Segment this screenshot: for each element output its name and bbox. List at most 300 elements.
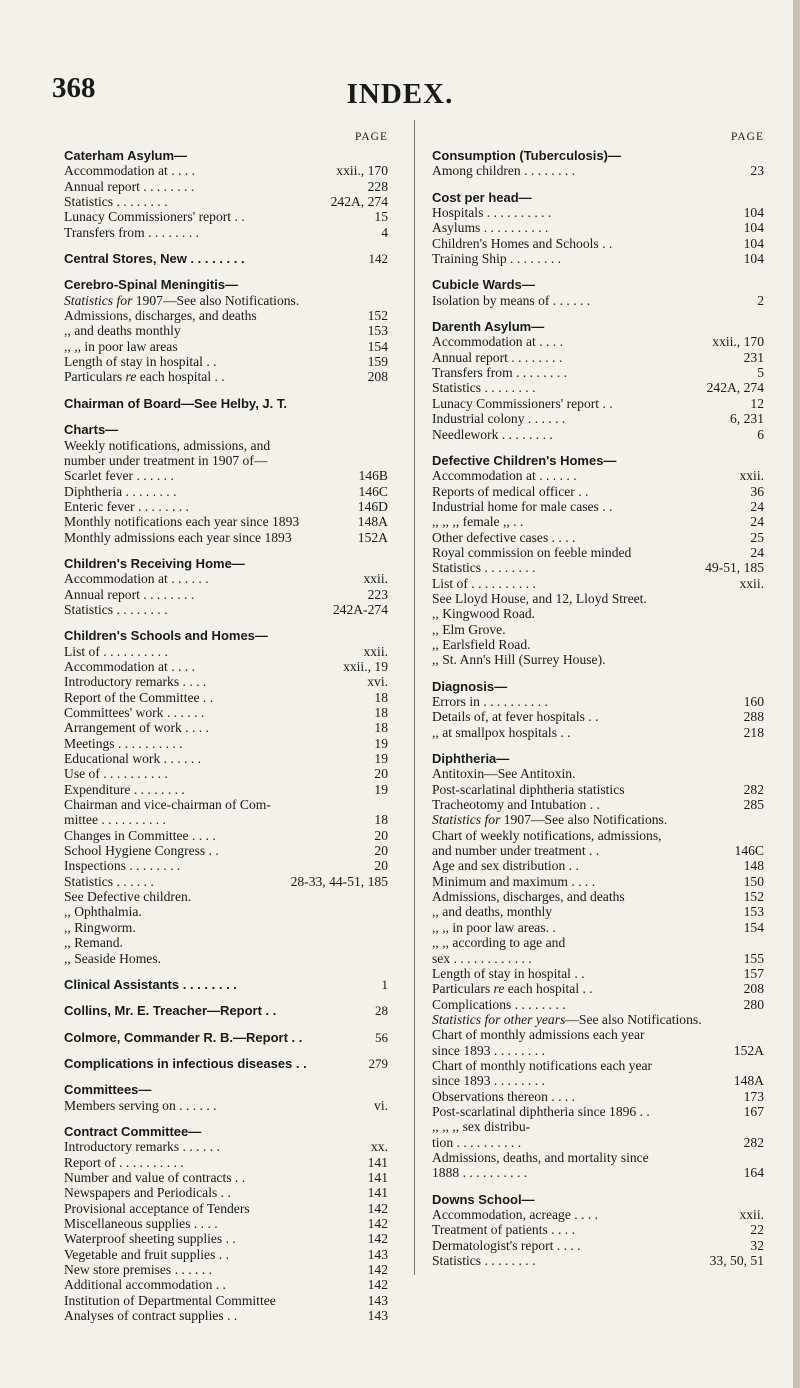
sub-entry-text: Statistics for 1907—See also Notifications. — [432, 812, 668, 828]
index-entry — [64, 422, 388, 545]
sub-entry-text: Arrangement of work . . . . — [64, 720, 209, 736]
sub-entry-page-ref: 19 — [374, 751, 388, 767]
sub-entry-page-ref: xxii., 170 — [712, 334, 764, 350]
sub-entry-page-ref: 150 — [743, 873, 764, 889]
sub-entry-page-ref: 146C — [734, 843, 764, 859]
sub-entry-text: Committees' work . . . . . . — [64, 705, 205, 720]
sub-entry-page-ref: 242A-274 — [332, 601, 388, 617]
sub-entry-page-ref: 33, 50, 51 — [709, 1253, 764, 1269]
entry-heading-text: Committees— — [64, 1082, 152, 1098]
sub-entry-text: Enteric fever . . . . . . . . — [64, 498, 189, 514]
sub-entry-text: mittee . . . . . . . . . . — [64, 812, 166, 828]
sub-entry — [64, 453, 388, 468]
sub-entry-page-ref: 146C — [358, 483, 388, 499]
sub-entry — [432, 1165, 764, 1180]
sub-entry-page-ref: 49-51, 185 — [705, 560, 764, 576]
sub-entry-text: since 1893 . . . . . . . . — [432, 1073, 545, 1089]
index-entry — [64, 277, 388, 384]
sub-entry-text: Vegetable and fruit supplies . . — [64, 1246, 229, 1262]
sub-entry-page-ref: 18 — [374, 705, 388, 720]
sub-entry-text: Lunacy Commissioners' report . . — [432, 395, 613, 411]
sub-entry-text: See Defective children. — [64, 889, 192, 905]
sub-entry-page-ref: 142 — [367, 1215, 388, 1231]
sub-entry-text: Post-scarlatinal diphtheria statistics — [432, 781, 625, 797]
sub-entry-page-ref: 142 — [367, 1231, 388, 1247]
sub-entry — [64, 369, 388, 384]
sub-entry — [432, 205, 764, 220]
sub-entry-page-ref: 142 — [367, 1262, 388, 1277]
entry-heading-text: Consumption (Tuberculosis)— — [432, 148, 621, 163]
sub-entry-page-ref: 104 — [743, 205, 764, 221]
sub-entry-text: Isolation by means of . . . . . . — [432, 292, 591, 308]
sub-entry-page-ref: 173 — [743, 1088, 764, 1104]
sub-entry — [64, 797, 388, 812]
sub-entry-text: Annual report . . . . . . . . — [432, 349, 563, 365]
sub-entry — [64, 1170, 388, 1185]
index-entry — [432, 319, 764, 442]
sub-entry-text: Needlework . . . . . . . . — [432, 426, 553, 442]
sub-entry-text: Admissions, discharges, and deaths — [432, 889, 625, 905]
sub-entry-text: ,, Remand. — [64, 935, 123, 951]
sub-entry-page-ref: 157 — [743, 965, 764, 981]
sub-entry-text: ,, ,, in poor law areas. . — [432, 919, 556, 935]
sub-entry-text: Other defective cases . . . . — [432, 529, 576, 545]
sub-entry-text: Waterproof sheeting supplies . . — [64, 1231, 236, 1247]
sub-entry-text: tion . . . . . . . . . . — [432, 1134, 522, 1150]
column-divider — [414, 120, 415, 1275]
sub-entry — [432, 1027, 764, 1042]
index-entry — [64, 396, 388, 411]
entry-page-ref: 1 — [381, 976, 388, 992]
sub-entry-text: ,, ,, according to age and — [432, 935, 566, 951]
sub-entry-page-ref: 15 — [374, 209, 388, 225]
sub-entry-text: Observations thereon . . . . — [432, 1088, 576, 1104]
sub-entry-text: Scarlet fever . . . . . . — [64, 468, 174, 484]
sub-entry-page-ref: 148A — [357, 514, 388, 530]
entry-heading — [64, 977, 388, 992]
sub-entry-text: See Lloyd House, and 12, Lloyd Street. — [432, 590, 647, 606]
entry-heading-text: Contract Committee— — [64, 1123, 202, 1139]
sub-entry-page-ref: 155 — [743, 950, 764, 966]
sub-entry-text: Number and value of contracts . . — [64, 1169, 246, 1185]
index-entry — [64, 1056, 388, 1071]
entry-page-ref: 28 — [375, 1003, 388, 1019]
sub-entry-page-ref: 24 — [750, 514, 764, 530]
entry-heading-text: Central Stores, New . . . . . . . . — [64, 251, 245, 267]
sub-entry-page-ref: 288 — [743, 709, 764, 725]
index-entry — [432, 453, 764, 668]
entry-heading — [432, 319, 764, 334]
entry-heading — [432, 751, 764, 766]
sub-entry — [432, 236, 764, 251]
sub-entry-text: Provisional acceptance of Tenders — [64, 1200, 250, 1216]
sub-entry-text: Members serving on . . . . . . — [64, 1097, 217, 1113]
entry-heading — [64, 1030, 388, 1045]
entry-heading — [64, 1124, 388, 1139]
sub-entry-text: Expenditure . . . . . . . . — [64, 781, 185, 797]
sub-entry — [432, 843, 764, 858]
sub-entry-page-ref: 153 — [367, 323, 388, 339]
sub-entry-page-ref: 22 — [750, 1222, 764, 1238]
sub-entry — [64, 1231, 388, 1246]
sub-entry — [64, 874, 388, 889]
entry-heading-text: Cubicle Wards— — [432, 277, 535, 293]
sub-entry — [432, 220, 764, 235]
sub-entry — [432, 251, 764, 266]
sub-entry — [64, 163, 388, 178]
entry-heading — [64, 1082, 388, 1097]
sub-entry-page-ref: vi. — [374, 1097, 388, 1113]
sub-entry — [64, 530, 388, 545]
sub-entry — [64, 1098, 388, 1113]
sub-entry-page-ref: 18 — [374, 720, 388, 736]
sub-entry — [432, 293, 764, 308]
entry-heading — [64, 1056, 388, 1071]
sub-entry-text: ,, and deaths monthly — [64, 323, 181, 339]
sub-entry-page-ref: 2 — [757, 292, 764, 308]
sub-entry-text: ,, and deaths, monthly — [432, 904, 553, 920]
sub-entry-text: Meetings . . . . . . . . . . — [64, 735, 183, 751]
sub-entry — [64, 920, 388, 935]
sub-entry — [64, 1155, 388, 1170]
index-entry — [432, 679, 764, 740]
sub-entry-text: Accommodation at . . . . — [432, 334, 563, 350]
sub-entry-page-ref: 154 — [743, 919, 764, 935]
sub-entry-text: Errors in . . . . . . . . . . — [432, 694, 548, 709]
sub-entry — [432, 920, 764, 935]
sub-entry — [64, 571, 388, 586]
sub-entry — [64, 782, 388, 797]
sub-entry — [432, 828, 764, 843]
sub-entry — [432, 874, 764, 889]
sub-entry-text: Accommodation, acreage . . . . — [432, 1207, 599, 1222]
sub-entry-text: since 1893 . . . . . . . . — [432, 1042, 545, 1058]
entry-heading — [64, 556, 388, 571]
index-entry — [64, 628, 388, 966]
sub-entry — [64, 812, 388, 827]
sub-entry-text: List of . . . . . . . . . . — [64, 643, 168, 659]
index-entry — [64, 1030, 388, 1045]
sub-entry — [432, 812, 764, 827]
sub-entry-text: Accommodation at . . . . — [64, 658, 195, 674]
sub-entry-text: Industrial home for male cases . . — [432, 498, 613, 514]
entry-page-ref: 279 — [368, 1055, 388, 1071]
sub-entry — [64, 935, 388, 950]
sub-entry — [432, 709, 764, 724]
sub-entry-text: Report of . . . . . . . . . . — [64, 1154, 184, 1170]
sub-entry-text: Inspections . . . . . . . . — [64, 858, 181, 874]
sub-entry — [64, 602, 388, 617]
sub-entry-text: Introductory remarks . . . . . . — [64, 1139, 220, 1155]
entry-heading-text: Darenth Asylum— — [432, 319, 545, 335]
sub-entry-page-ref: 24 — [750, 498, 764, 514]
sub-entry-text: Children's Homes and Schools . . — [432, 235, 613, 251]
sub-entry-text: Newspapers and Periodicals . . — [64, 1185, 231, 1201]
sub-entry-page-ref: 19 — [374, 781, 388, 797]
sub-entry-text: Chart of monthly admissions each year — [432, 1027, 645, 1043]
sub-entry — [432, 334, 764, 349]
sub-entry — [432, 966, 764, 981]
sub-entry — [432, 1150, 764, 1165]
sub-entry-text: Hospitals . . . . . . . . . . — [432, 205, 552, 221]
sub-entry — [64, 1216, 388, 1231]
sub-entry — [432, 725, 764, 740]
sub-entry-page-ref: xxii., 19 — [343, 658, 388, 674]
sub-entry-text: Training Ship . . . . . . . . — [432, 251, 562, 267]
sub-entry-page-ref: 167 — [743, 1103, 764, 1119]
sub-entry-text: Minimum and maximum . . . . — [432, 873, 596, 889]
sub-entry-page-ref: 146B — [358, 468, 388, 484]
sub-entry-page-ref: 104 — [743, 235, 764, 251]
sub-entry — [64, 438, 388, 453]
sub-entry — [432, 396, 764, 411]
sub-entry — [64, 587, 388, 602]
sub-entry — [432, 350, 764, 365]
sub-entry-text: Statistics for other years—See also Notifications. — [432, 1011, 702, 1027]
entry-heading-text: Charts— — [64, 422, 119, 438]
page-title: INDEX. — [346, 78, 454, 110]
sub-entry-page-ref: xxii., 170 — [336, 163, 388, 179]
sub-entry — [64, 499, 388, 514]
entry-heading — [432, 277, 764, 292]
sub-entry — [432, 622, 764, 637]
sub-entry-page-ref: 104 — [743, 220, 764, 236]
sub-entry-text: sex . . . . . . . . . . . . — [432, 950, 532, 966]
sub-entry-page-ref: xxii. — [739, 1207, 764, 1222]
sub-entry — [432, 981, 764, 996]
sub-entry-page-ref: 143 — [367, 1292, 388, 1308]
sub-entry — [64, 889, 388, 904]
sub-entry — [432, 766, 764, 781]
sub-entry — [64, 720, 388, 735]
sub-entry-page-ref: xvi. — [367, 674, 388, 690]
index-column-right — [432, 130, 764, 1268]
entry-heading-text: Caterham Asylum— — [64, 148, 188, 163]
sub-entry-text: Annual report . . . . . . . . — [64, 178, 195, 194]
index-entry — [432, 1192, 764, 1269]
sub-entry-text: Among children . . . . . . . . — [432, 163, 576, 179]
index-entry — [64, 1082, 388, 1113]
sub-entry — [432, 499, 764, 514]
sub-entry-text: Dermatologist's report . . . . — [432, 1237, 581, 1253]
sub-entry-page-ref: 32 — [750, 1237, 764, 1253]
sub-entry-page-ref: 25 — [750, 529, 764, 545]
sub-entry-page-ref: 153 — [743, 904, 764, 920]
entry-heading-text: Defective Children's Homes— — [432, 452, 617, 468]
entry-heading — [64, 148, 388, 163]
index-entry — [64, 556, 388, 617]
sub-entry-text: Analyses of contract supplies . . — [64, 1308, 238, 1324]
sub-entry — [64, 659, 388, 674]
sub-entry — [432, 1238, 764, 1253]
sub-entry-page-ref: 148 — [743, 858, 764, 874]
sub-entry-text: Use of . . . . . . . . . . — [64, 766, 168, 782]
sub-entry — [432, 889, 764, 904]
sub-entry-page-ref: 228 — [367, 178, 388, 194]
page-edge — [793, 0, 800, 1388]
sub-entry — [64, 828, 388, 843]
sub-entry — [432, 1058, 764, 1073]
entry-heading-text: Cost per head— — [432, 189, 532, 205]
sub-entry-page-ref: 19 — [374, 735, 388, 751]
sub-entry — [432, 858, 764, 873]
sub-entry — [64, 1262, 388, 1277]
sub-entry — [432, 935, 764, 950]
sub-entry — [64, 339, 388, 354]
sub-entry — [432, 1119, 764, 1134]
page-column-header: PAGE — [355, 131, 388, 143]
sub-entry — [432, 904, 764, 919]
sub-entry — [432, 606, 764, 621]
sub-entry-text: ,, ,, ,, female ,, . . — [432, 514, 524, 530]
sub-entry — [64, 1308, 388, 1323]
sub-entry — [64, 644, 388, 659]
entry-heading-text: Chairman of Board—See Helby, J. T. — [64, 395, 287, 411]
entry-page-ref: 142 — [368, 251, 388, 267]
entry-heading-text: Cerebro-Spinal Meningitis— — [64, 277, 239, 293]
sub-entry-text: Admissions, discharges, and deaths — [64, 308, 257, 324]
entry-heading — [432, 453, 764, 468]
sub-entry — [64, 1185, 388, 1200]
sub-entry-page-ref: 154 — [367, 338, 388, 354]
sub-entry-text: Chairman and vice-chairman of Com- — [64, 797, 271, 813]
sub-entry-page-ref: 20 — [374, 827, 388, 843]
sub-entry — [432, 576, 764, 591]
sub-entry-page-ref: 5 — [757, 365, 764, 381]
sub-entry-text: Institution of Departmental Committee — [64, 1292, 276, 1308]
page-column-header: PAGE — [731, 131, 764, 143]
sub-entry — [64, 468, 388, 483]
sub-entry — [64, 1293, 388, 1308]
entry-heading — [432, 148, 764, 163]
index-entry — [432, 148, 764, 179]
sub-entry-page-ref: 208 — [367, 369, 388, 385]
sub-entry-text: Miscellaneous supplies . . . . — [64, 1215, 218, 1231]
sub-entry — [432, 694, 764, 709]
sub-entry-page-ref: 159 — [367, 354, 388, 370]
sub-entry-text: Transfers from . . . . . . . . — [432, 365, 568, 381]
sub-entry — [64, 514, 388, 529]
page-number: 368 — [52, 72, 96, 104]
sub-entry — [432, 1104, 764, 1119]
sub-entry-page-ref: 18 — [374, 812, 388, 828]
sub-entry-page-ref: xx. — [371, 1139, 388, 1155]
sub-entry-page-ref: 6, 231 — [730, 411, 764, 427]
entry-heading-text: Complications in infectious diseases . . — [64, 1055, 307, 1071]
sub-entry-page-ref: 146D — [357, 498, 388, 514]
sub-entry — [432, 468, 764, 483]
sub-entry-text: Monthly notifications each year since 1893 — [64, 514, 300, 530]
index-entry — [432, 277, 764, 308]
sub-entry-page-ref: xxii. — [363, 571, 388, 587]
index-entry — [64, 1003, 388, 1018]
sub-entry — [432, 951, 764, 966]
entry-heading-text: Colmore, Commander R. B.—Report . . — [64, 1029, 303, 1045]
sub-entry-text: Treatment of patients . . . . — [432, 1222, 575, 1238]
entry-heading — [64, 277, 388, 292]
sub-entry — [432, 545, 764, 560]
sub-entry-text: Statistics . . . . . . . . — [432, 560, 536, 576]
sub-entry — [432, 514, 764, 529]
sub-entry-text: Particulars re each hospital . . — [432, 981, 593, 997]
sub-entry-page-ref: 242A, 274 — [330, 194, 388, 210]
sub-entry-page-ref: 143 — [367, 1246, 388, 1262]
sub-entry-page-ref: 20 — [374, 858, 388, 874]
sub-entry — [64, 705, 388, 720]
sub-entry-page-ref: 4 — [381, 224, 388, 240]
entry-page-ref: 56 — [375, 1029, 388, 1045]
sub-entry-page-ref: xxii. — [739, 575, 764, 591]
entry-heading-text: Children's Schools and Homes— — [64, 628, 268, 644]
sub-entry-page-ref: 218 — [743, 724, 764, 740]
sub-entry-text: Weekly notifications, admissions, and — [64, 437, 271, 453]
sub-entry-page-ref: 143 — [367, 1308, 388, 1324]
sub-entry — [64, 225, 388, 240]
index-entry — [64, 977, 388, 992]
sub-entry — [432, 427, 764, 442]
sub-entry-text: Statistics . . . . . . . . — [64, 601, 168, 617]
sub-entry-text: ,, Seaside Homes. — [64, 950, 162, 966]
sub-entry-page-ref: 280 — [743, 996, 764, 1012]
sub-entry-text: Statistics . . . . . . . . — [432, 380, 536, 396]
sub-entry-text: Details of, at fever hospitals . . — [432, 709, 599, 725]
sub-entry-text: Accommodation at . . . . . . — [64, 571, 209, 587]
sub-entry-text: New store premises . . . . . . — [64, 1262, 212, 1277]
sub-entry — [432, 1207, 764, 1222]
sub-entry — [64, 1247, 388, 1262]
sub-entry — [64, 951, 388, 966]
entry-heading — [432, 679, 764, 694]
sub-entry-text: ,, Ophthalmia. — [64, 904, 142, 920]
sub-entry-text: Length of stay in hospital . . — [432, 965, 585, 981]
sub-entry-text: Introductory remarks . . . . — [64, 674, 207, 690]
sub-entry — [432, 797, 764, 812]
sub-entry — [432, 484, 764, 499]
sub-entry-text: ,, ,, in poor law areas — [64, 338, 178, 354]
sub-entry-text: Royal commission on feeble minded — [432, 544, 632, 560]
sub-entry — [64, 209, 388, 224]
sub-entry-page-ref: 12 — [750, 395, 764, 411]
sub-entry — [432, 1043, 764, 1058]
sub-entry-page-ref: 18 — [374, 689, 388, 705]
sub-entry-page-ref: 152 — [743, 889, 764, 905]
sub-entry-text: Asylums . . . . . . . . . . — [432, 220, 549, 236]
sub-entry — [432, 637, 764, 652]
sub-entry-text: number under treatment in 1907 of— — [64, 452, 268, 468]
sub-entry-page-ref: 142 — [367, 1200, 388, 1216]
sub-entry — [432, 997, 764, 1012]
sub-entry-text: Age and sex distribution . . — [432, 858, 579, 874]
sub-entry-page-ref: 152A — [733, 1042, 764, 1058]
sub-entry-text: ,, at smallpox hospitals . . — [432, 724, 571, 740]
sub-entry — [64, 354, 388, 369]
sub-entry-text: Statistics . . . . . . . . — [64, 194, 168, 210]
sub-entry-page-ref: 152 — [367, 308, 388, 324]
sub-entry — [64, 766, 388, 781]
index-entry — [432, 751, 764, 1181]
sub-entry-text: Length of stay in hospital . . — [64, 354, 217, 370]
sub-entry-page-ref: 164 — [743, 1165, 764, 1181]
entry-heading-text: Collins, Mr. E. Treacher—Report . . — [64, 1003, 277, 1019]
sub-entry-text: Accommodation at . . . . — [64, 163, 195, 179]
sub-entry-text: Statistics . . . . . . . . — [432, 1253, 536, 1269]
sub-entry-text: Complications . . . . . . . . — [432, 996, 566, 1012]
sub-entry-text: Antitoxin—See Antitoxin. — [432, 766, 576, 782]
sub-entry-text: Accommodation at . . . . . . — [432, 468, 577, 484]
entry-heading — [64, 251, 388, 266]
sub-entry-page-ref: 231 — [743, 349, 764, 365]
sub-entry — [64, 308, 388, 323]
